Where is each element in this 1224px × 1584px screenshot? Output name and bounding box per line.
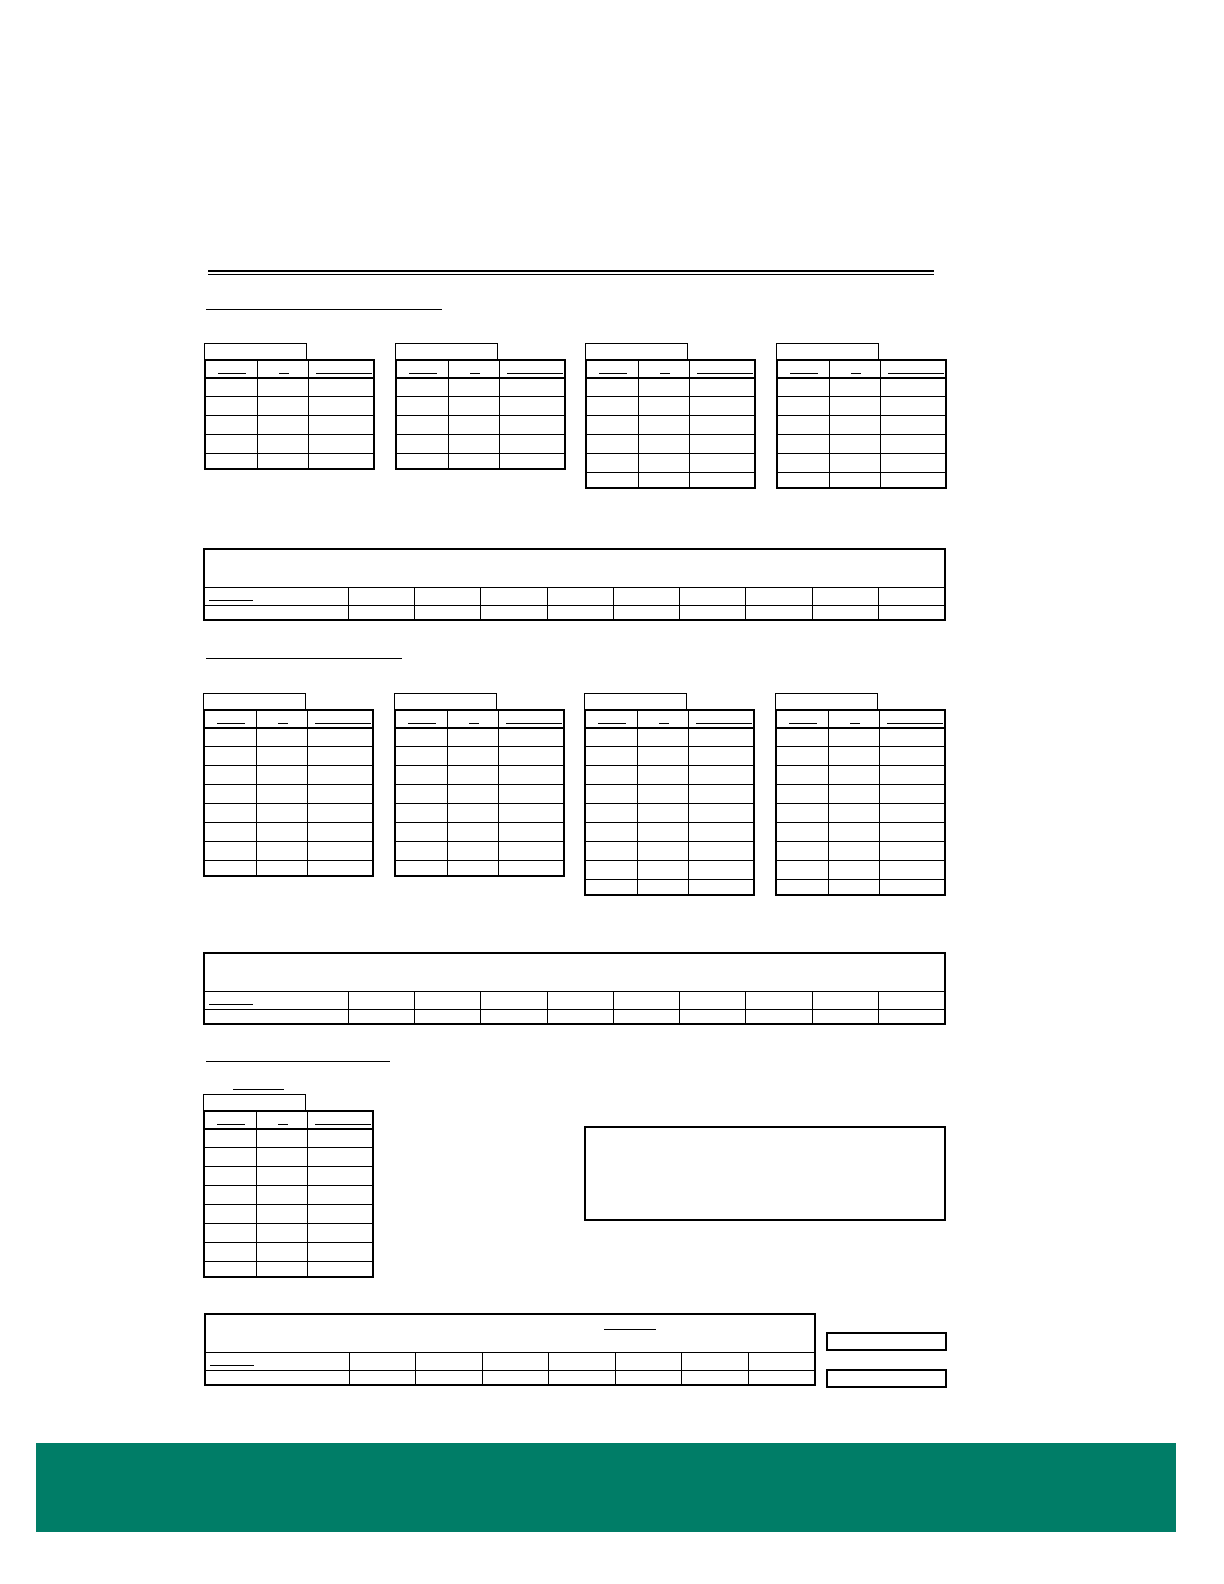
section-2-block-4-row-divider (777, 860, 944, 861)
section-2-block-2-row-divider (396, 860, 563, 861)
section-2-block-3-header-underline (696, 723, 752, 724)
section-1-summary-box-col-divider (745, 587, 746, 619)
section-3-block-1-row-divider (205, 1185, 372, 1186)
section-2-block-4-row-divider (777, 879, 944, 880)
section-1-block-4-header-underline (790, 373, 818, 374)
section-3-summary-box-col-divider (548, 1352, 549, 1384)
section-1-block-1-row-divider (206, 415, 373, 416)
section-2-summary-box-col-divider (547, 991, 548, 1023)
section-2-block-2-caption (394, 693, 497, 709)
section-2-block-2-row-divider (396, 841, 563, 842)
section-1-block-2-header-underline (409, 373, 437, 374)
section-2-block-3-row-divider (586, 765, 753, 766)
section-2-block-4-row-divider (777, 765, 944, 766)
section-1-block-4 (776, 359, 947, 489)
section-3-block-1-row-divider (205, 1223, 372, 1224)
section-3-summary-box-col-divider (748, 1352, 749, 1384)
section-2-block-3-header-underline (598, 723, 626, 724)
section-2-block-1-row-divider (205, 822, 372, 823)
section-3-summary-box-col-divider (415, 1352, 416, 1384)
section-2-block-1-row-divider (205, 860, 372, 861)
section-1-block-3-header-underline (697, 373, 753, 374)
section-2-block-4-caption (775, 693, 878, 709)
section-1-block-3-row-divider (587, 396, 754, 397)
section-1-block-3-header-divider (587, 377, 754, 379)
section-1-block-2-header-underline (507, 373, 563, 374)
section-2-summary-box-col-divider (812, 991, 813, 1023)
section-2-block-3-row-divider (586, 860, 753, 861)
section-3-block-1-header-underline (217, 1124, 245, 1125)
section-1-block-3-col-divider (689, 361, 690, 487)
section-1-block-3-caption (585, 343, 688, 359)
section-2-summary-box-col-divider (878, 991, 879, 1023)
section-1-block-4-caption (776, 343, 879, 359)
section-3-summary-box-row-label-underline (210, 1365, 254, 1366)
section-2-block-3-row-divider (586, 879, 753, 880)
section-2-block-3-row-divider (586, 803, 753, 804)
section-1-block-4-col-divider (880, 361, 881, 487)
section-2-block-1-row-divider (205, 746, 372, 747)
section-2-block-2-row-divider (396, 803, 563, 804)
section-1-block-1-row-divider (206, 434, 373, 435)
section-2-block-1-caption (203, 693, 306, 709)
section-2-block-3-row-divider (586, 822, 753, 823)
section-2-block-1-header-underline (278, 723, 288, 724)
section-3-summary-box (204, 1313, 816, 1386)
footer-band (36, 1443, 1176, 1532)
section-1-block-4-header-underline (851, 373, 861, 374)
section-1-block-2-row-divider (397, 396, 564, 397)
section-1-block-4-row-divider (778, 434, 945, 435)
section-2-block-3-header-underline (659, 723, 669, 724)
section-2-block-2-header-underline (408, 723, 436, 724)
section-2-summary-box (203, 952, 946, 1025)
section-1-summary-box-col-divider (613, 587, 614, 619)
section-3-block-1-row-divider (205, 1147, 372, 1148)
section-3-summary-title-underline (604, 1329, 656, 1330)
section-2-block-3-row-divider (586, 841, 753, 842)
section-2-summary-box-col-divider (480, 991, 481, 1023)
section-2-block-2-row-divider (396, 746, 563, 747)
section-2-block-4-row-divider (777, 803, 944, 804)
section-1-block-4-row-divider (778, 415, 945, 416)
section-1-block-1-header-underline (279, 373, 289, 374)
section-1-block-4-col-divider (829, 361, 830, 487)
section-3-block-1-col-divider (256, 1112, 257, 1276)
section-3-block-1-row-divider (205, 1166, 372, 1167)
section-3-summary-box-divider (206, 1370, 814, 1371)
section-2-block-4-row-divider (777, 784, 944, 785)
section-3-block-1-header-underline (278, 1124, 288, 1125)
section-2-block-2-row-divider (396, 765, 563, 766)
section-1-block-3-header-underline (660, 373, 670, 374)
section-1-summary-box-row-label-underline (209, 600, 253, 601)
section-3-summary-box-col-divider (482, 1352, 483, 1384)
section-2-summary-box-col-divider (745, 991, 746, 1023)
section-2-block-2-row-divider (396, 822, 563, 823)
section-1-summary-box-col-divider (480, 587, 481, 619)
section-1-summary-box (203, 548, 946, 621)
section-1-summary-box-col-divider (547, 587, 548, 619)
section-2-block-2-header-underline (506, 723, 562, 724)
section-2-block-1-header-underline (315, 723, 371, 724)
section-2-block-2-col-divider (498, 711, 499, 875)
section-1-summary-box-col-divider (679, 587, 680, 619)
section-2-block-3-caption (584, 693, 687, 709)
section-2-block-2-col-divider (447, 711, 448, 875)
document-title (208, 240, 934, 268)
section-2-summary-box-col-divider (414, 991, 415, 1023)
section-2-block-2-header-divider (396, 727, 563, 729)
section-2-summary-box-row-label-underline (209, 1004, 253, 1005)
section-1-summary-box-col-divider (348, 587, 349, 619)
section-2-block-2-header-underline (469, 723, 479, 724)
section-1-block-1-row-divider (206, 453, 373, 454)
section-2-block-4-header-underline (887, 723, 943, 724)
section-1-summary-box-divider (205, 587, 944, 588)
section-2-summary-box-divider (205, 991, 944, 992)
section-3-block-1-row-divider (205, 1261, 372, 1262)
section-2-block-4-header-underline (789, 723, 817, 724)
section-1-block-4-row-divider (778, 396, 945, 397)
section-3-summary-box-divider (206, 1352, 814, 1353)
section-1-heading-rule (206, 309, 442, 310)
section-1-summary-box-col-divider (878, 587, 879, 619)
section-3-block-1-caption (203, 1094, 306, 1110)
section-2-block-3-header-divider (586, 727, 753, 729)
section-1-summary-box-divider (205, 605, 944, 606)
section-1-block-1-row-divider (206, 396, 373, 397)
section-1-summary-box-col-divider (812, 587, 813, 619)
section-1-block-2-caption (395, 343, 498, 359)
section-3-block-1-row-divider (205, 1242, 372, 1243)
section-2-block-1-row-divider (205, 784, 372, 785)
section-3-block-1-header-divider (205, 1128, 372, 1130)
section-1-summary-box-col-divider (414, 587, 415, 619)
section-3-summary-box-col-divider (615, 1352, 616, 1384)
section-2-block-2-row-divider (396, 784, 563, 785)
title-rule (208, 270, 934, 275)
section-2-summary-box-divider (205, 1009, 944, 1010)
section-1-block-4-row-divider (778, 453, 945, 454)
section-3-block-1-col-divider (307, 1112, 308, 1276)
section-2-block-4 (775, 709, 946, 896)
section-1-block-1 (204, 359, 375, 470)
section-2-block-1 (203, 709, 374, 877)
section-2-block-1-header-divider (205, 727, 372, 729)
section-2-block-4-header-underline (850, 723, 860, 724)
section-1-block-4-row-divider (778, 472, 945, 473)
section-2-block-3-row-divider (586, 746, 753, 747)
section-3-side-box-top (826, 1332, 947, 1351)
section-1-block-3-col-divider (638, 361, 639, 487)
section-2-heading-rule (206, 658, 402, 659)
section-1-block-2 (395, 359, 566, 470)
section-3-summary-box-col-divider (681, 1352, 682, 1384)
section-3-block-title-underline (233, 1089, 284, 1090)
section-1-block-2-row-divider (397, 434, 564, 435)
section-3-heading-rule (206, 1061, 390, 1062)
section-1-block-2-header-divider (397, 377, 564, 379)
section-2-block-3-row-divider (586, 784, 753, 785)
section-2-block-1-row-divider (205, 765, 372, 766)
section-1-block-4-header-underline (888, 373, 944, 374)
section-2-block-1-col-divider (256, 711, 257, 875)
section-2-block-1-row-divider (205, 803, 372, 804)
section-2-block-4-row-divider (777, 822, 944, 823)
section-2-block-1-col-divider (307, 711, 308, 875)
section-3-block-1-header-underline (315, 1124, 371, 1125)
section-3-summary-box-col-divider (349, 1352, 350, 1384)
section-2-summary-box-col-divider (679, 991, 680, 1023)
section-3-notes-box (584, 1126, 946, 1221)
section-1-block-3-header-underline (599, 373, 627, 374)
section-1-block-2-row-divider (397, 415, 564, 416)
section-1-block-4-header-divider (778, 377, 945, 379)
section-1-block-3 (585, 359, 756, 489)
section-1-block-1-header-underline (218, 373, 246, 374)
section-2-block-2 (394, 709, 565, 877)
section-1-block-1-header-divider (206, 377, 373, 379)
section-3-side-box-bottom (826, 1369, 947, 1388)
section-1-block-3-row-divider (587, 453, 754, 454)
section-1-block-2-row-divider (397, 453, 564, 454)
section-1-block-3-row-divider (587, 434, 754, 435)
section-1-block-3-row-divider (587, 472, 754, 473)
section-2-block-1-row-divider (205, 841, 372, 842)
section-2-summary-box-col-divider (613, 991, 614, 1023)
section-2-summary-box-col-divider (348, 991, 349, 1023)
section-2-block-1-header-underline (217, 723, 245, 724)
section-1-block-1-header-underline (316, 373, 372, 374)
section-1-block-1-caption (204, 343, 307, 359)
section-2-block-4-header-divider (777, 727, 944, 729)
section-3-block-1 (203, 1110, 374, 1278)
section-1-block-2-header-underline (470, 373, 480, 374)
section-2-block-4-row-divider (777, 746, 944, 747)
section-2-block-3 (584, 709, 755, 896)
section-2-block-4-row-divider (777, 841, 944, 842)
section-3-block-1-row-divider (205, 1204, 372, 1205)
section-1-block-3-row-divider (587, 415, 754, 416)
